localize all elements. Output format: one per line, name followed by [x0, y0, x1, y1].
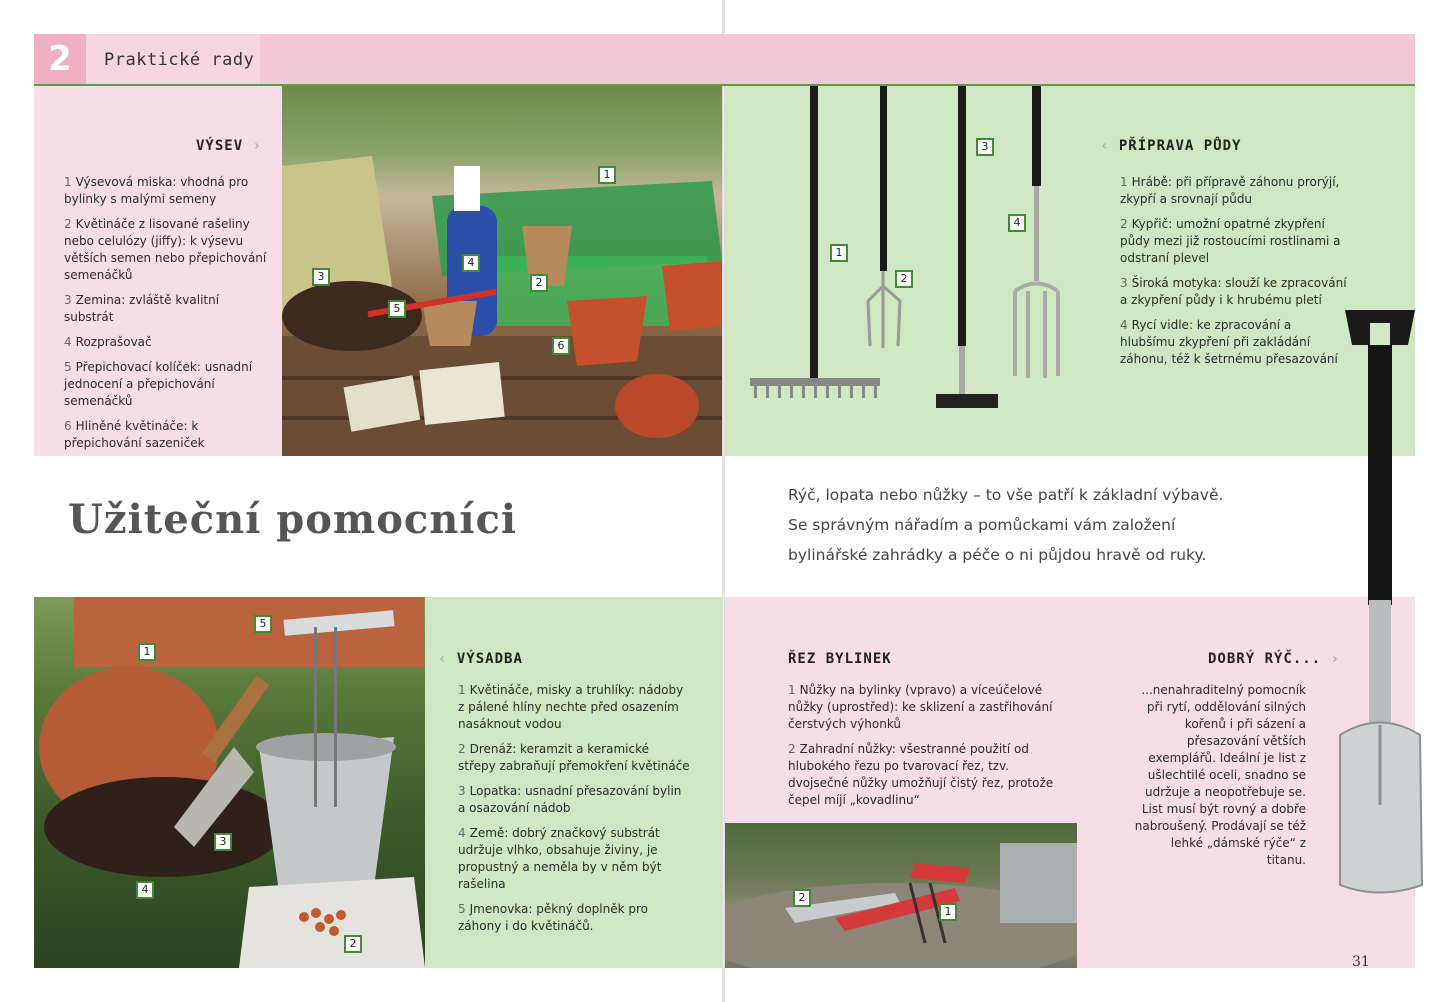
chevron-right-icon: › [1330, 651, 1341, 667]
photo-pruning-tools [725, 823, 1077, 968]
chevron-right-icon: › [252, 138, 263, 154]
chevron-left-icon: ‹ [438, 651, 448, 667]
list-item: 4 Rycí vidle: ke zpracování a hlubšímu zkypření při zakládání záhonu, též k šetrnému přesazování [1120, 318, 1338, 366]
chapter-number: 2 [34, 34, 86, 84]
vysev-heading-text: VÝSEV [196, 138, 244, 154]
list-item: 4 Země: dobrý značkový substrát udržuje vlhko, obsahuje živiny, je propustný a neměla by v něm být rašelina [458, 826, 662, 891]
ryc-heading-text: DOBRÝ RÝČ... [1208, 651, 1322, 667]
list-item: 1 Květináče, misky a truhlíky: nádoby z pálené hlíny nechte před osazením nasáknout vodou [458, 683, 684, 731]
priprava-list [1120, 174, 1350, 376]
photo-marker: 2 [895, 270, 913, 288]
vysadba-heading [438, 651, 523, 667]
list-item: 1 Výsevová miska: vhodná pro bylinky s malými semeny [64, 175, 249, 206]
vysadba-list [458, 682, 690, 943]
chevron-left-icon: ‹ [1100, 138, 1110, 154]
page-number: 31 [1352, 954, 1370, 970]
photo-marker: 1 [939, 903, 957, 921]
photo-marker: 4 [1008, 214, 1026, 232]
photo-marker: 1 [830, 244, 848, 262]
list-item: 2 Zahradní nůžky: všestranné použití od hlubokého řezu po tvarovací řez, tzv. dvojsečné nůžky umožňují čistý řez, protože čepel míjí „kovadlinu“ [788, 742, 1054, 807]
intro-line: Rýč, lopata nebo nůžky – to vše patří k základní výbavě. [788, 486, 1224, 504]
list-item: 6 Hliněné květináče: k přepichování sazeniček [64, 419, 205, 450]
photo-marker: 2 [530, 274, 548, 292]
photo-marker: 1 [598, 166, 616, 184]
vysev-list [64, 174, 272, 460]
priprava-heading [1100, 138, 1241, 154]
list-item: 2 Drenáž: keramzit a keramické střepy zabraňují přemokření květináče [458, 742, 690, 773]
priprava-heading-text: PŘÍPRAVA PŮDY [1118, 138, 1242, 154]
list-item: 1 Nůžky na bylinky (vpravo) a víceúčelové nůžky (uprostřed): ke sklizení a zastřihování čerstvých výhonků [788, 683, 1053, 731]
list-item: 4 Rozprašovač [64, 335, 152, 349]
rez-list [788, 682, 1058, 817]
list-item: 2 Kypřič: umožní opatrné zkypření půdy mezi již rostoucími rostlinami a odstraní plevel [1120, 217, 1341, 265]
photo-marker: 3 [976, 138, 994, 156]
photo-marker: 3 [214, 833, 232, 851]
vysev-heading [196, 138, 262, 154]
pruning-scene [725, 823, 1077, 968]
chapter-label: Praktické rady [86, 34, 260, 84]
photo-marker: 3 [312, 268, 330, 286]
intro-line: Se správným nářadím a pomůckami vám založení [788, 516, 1176, 534]
ryc-text: ...nenahraditelný pomocník při rytí, oddělování silných kořenů i při sázení a přesazování větších exemplářů. Ideální je list z ušlechtilé oceli, snadno se udržuje a neopotřebuje se. List musí být rovný a dobře nabroušený. Prodávají se též lehké „dámské rýče“ z titanu. [1134, 683, 1306, 867]
spade-illustration [1330, 305, 1430, 895]
list-item: 5 Jmenovka: pěkný doplněk pro záhony i do květináčů. [458, 902, 649, 933]
photo-marker: 2 [793, 889, 811, 907]
photo-marker: 2 [344, 935, 362, 953]
garden-tools-illustration [740, 86, 1120, 416]
page-title: Užiteční pomocníci [68, 496, 518, 543]
photo-marker: 6 [552, 337, 570, 355]
photo-marker: 5 [388, 300, 406, 318]
sowing-scene [282, 86, 722, 456]
list-item: 1 Hrábě: při přípravě záhonu prorýjí, zkypří a srovnají půdu [1120, 175, 1340, 206]
list-item: 3 Široká motyka: slouží ke zpracování a zkypření půdy i k hrubému pletí [1120, 276, 1347, 307]
list-item: 5 Přepichovací kolíček: usnadní jednocení a přepichování semenáčků [64, 360, 253, 408]
photo-marker: 1 [138, 643, 156, 661]
list-item: 2 Květináče z lisované rašeliny nebo celulózy (jiffy): k výsevu větších semen nebo přepichování semenáčků [64, 217, 267, 282]
photo-sowing-tools [282, 86, 722, 456]
vysadba-heading-text: VÝSADBA [456, 651, 523, 667]
list-item: 3 Lopatka: usnadní přesazování bylin a osazování nádob [458, 784, 682, 815]
photo-marker: 4 [136, 881, 154, 899]
intro-line: bylinářské zahrádky a péče o ni půjdou hravě od ruky. [788, 546, 1207, 564]
photo-marker: 4 [462, 254, 480, 272]
ryc-heading [1208, 651, 1340, 667]
planting-scene [34, 597, 425, 968]
photo-planting-tools [34, 597, 425, 968]
intro-text [788, 480, 1258, 570]
photo-marker: 5 [254, 615, 272, 633]
list-item: 3 Zemina: zvláště kvalitní substrát [64, 293, 220, 324]
rez-heading: ŘEZ BYLINEK [788, 651, 892, 667]
